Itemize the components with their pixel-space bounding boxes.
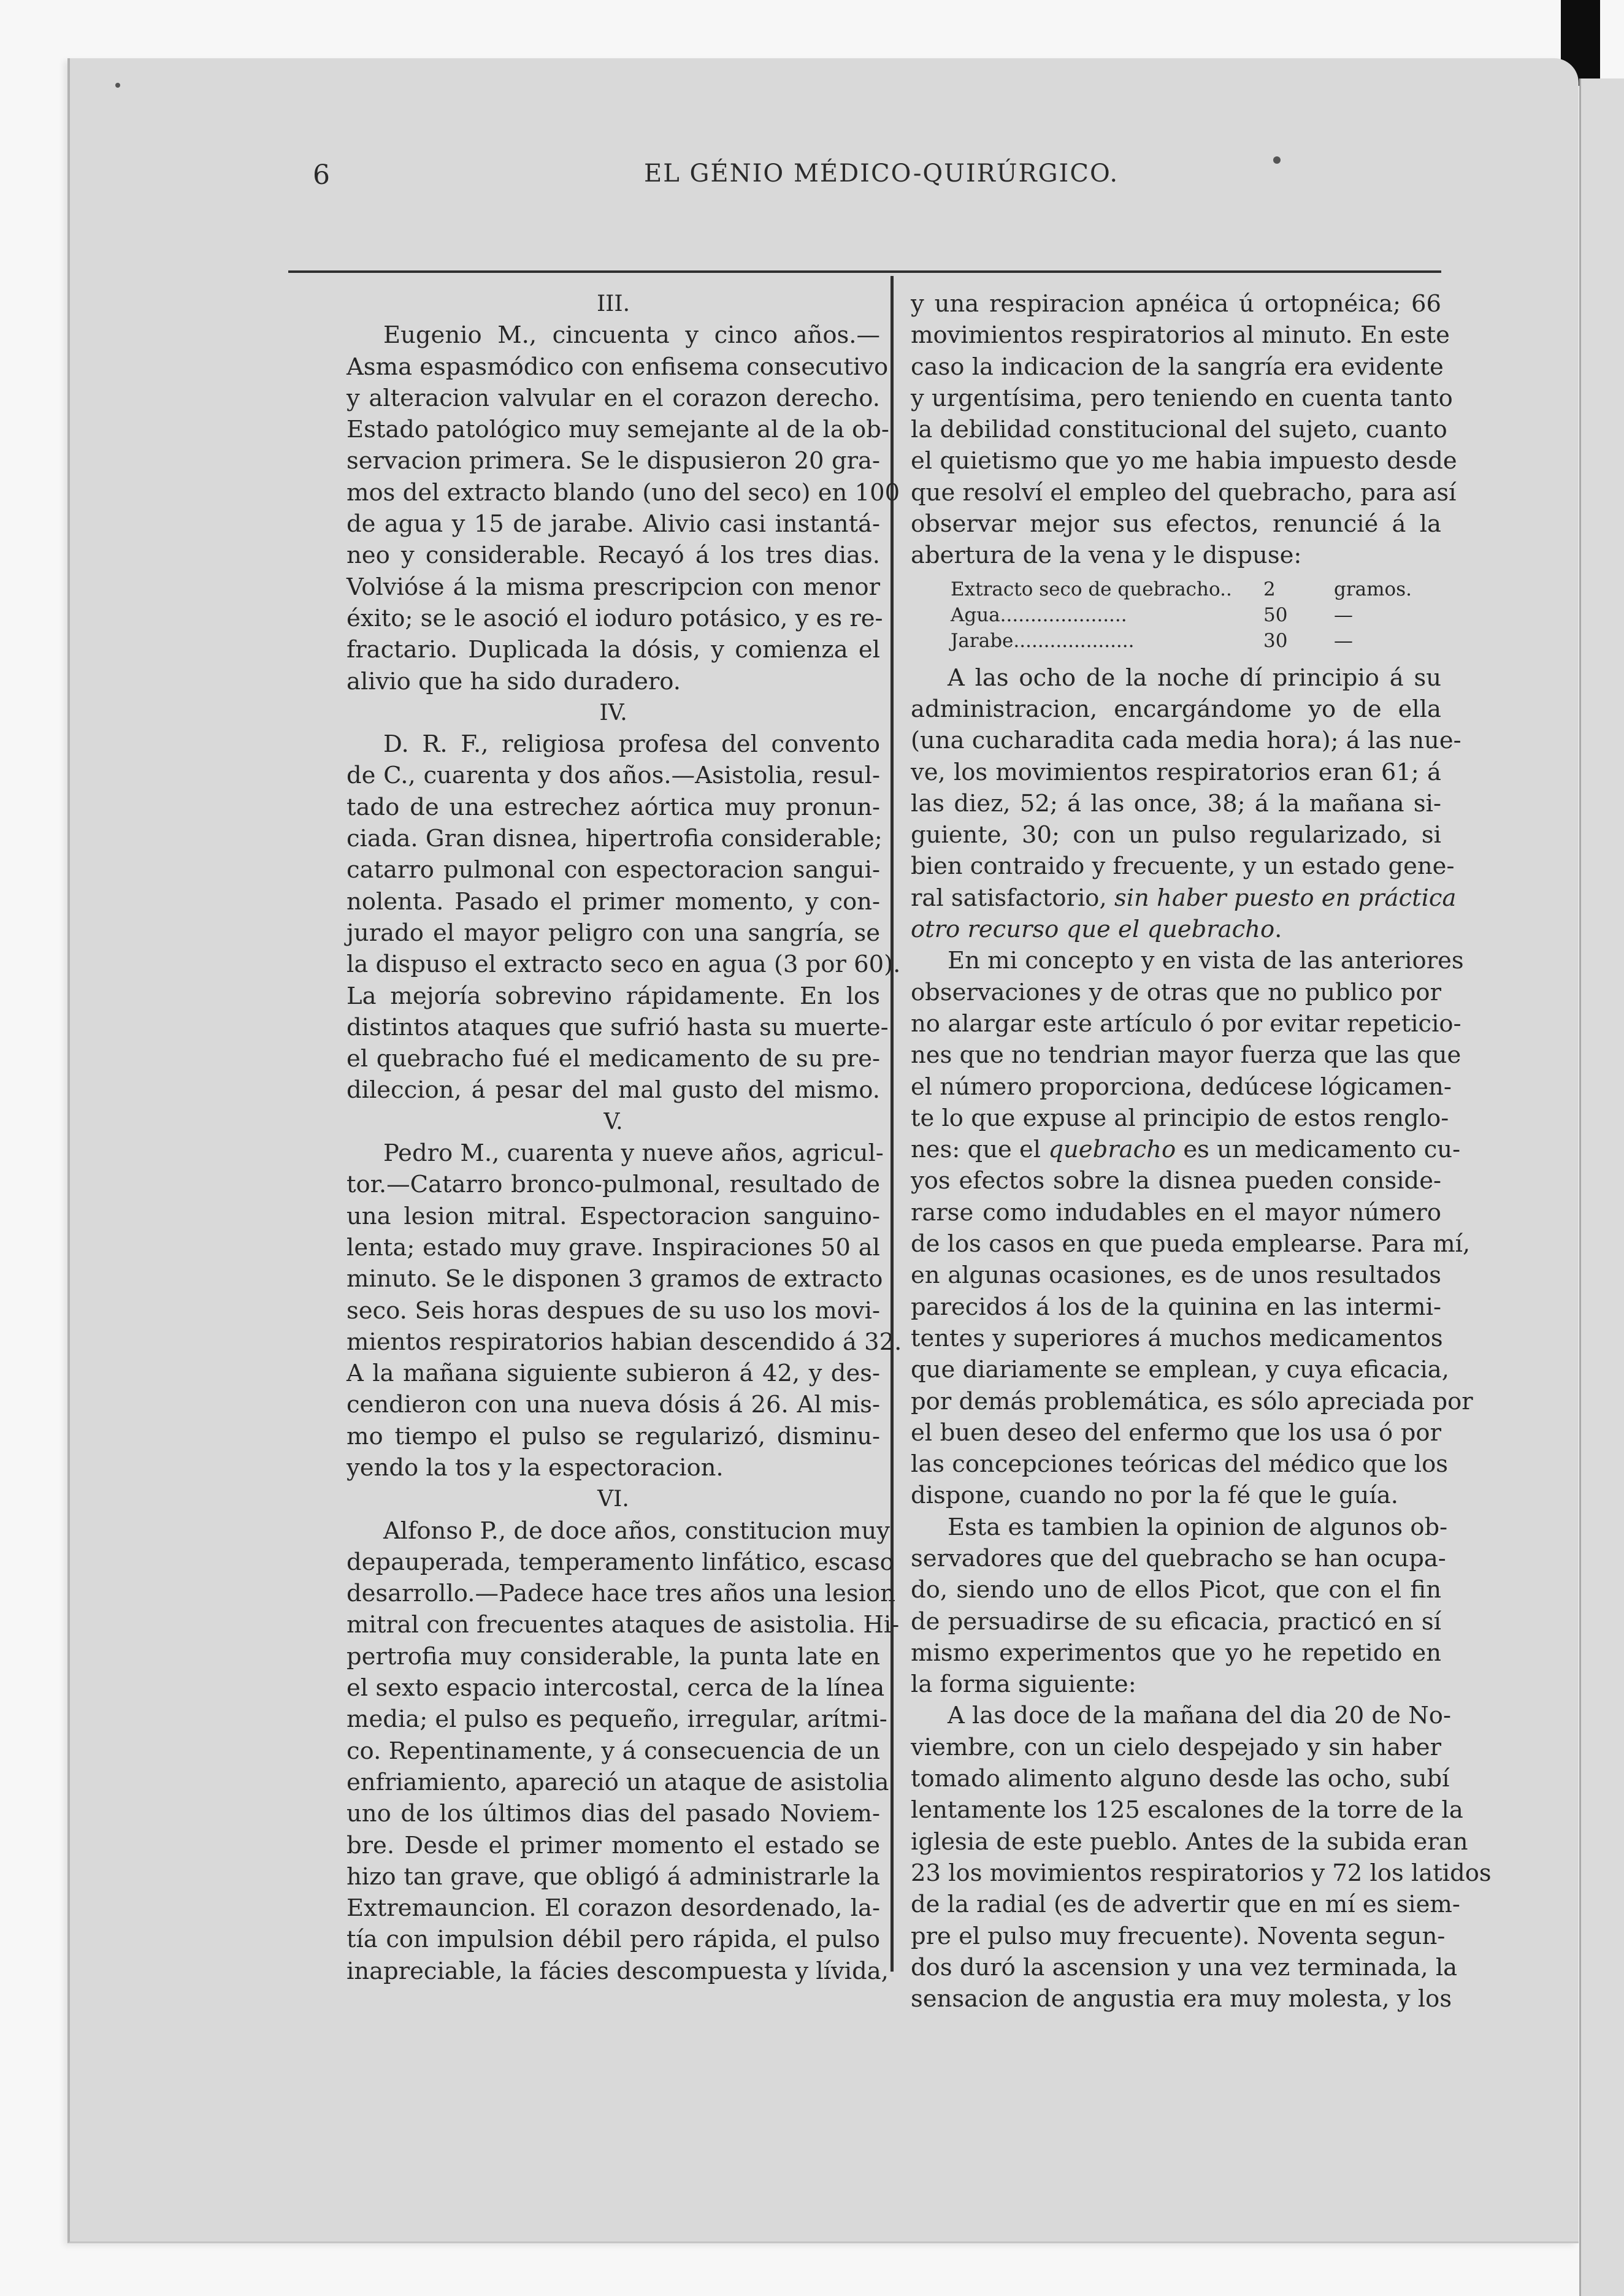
speck-mark <box>1273 156 1281 164</box>
text-line <box>911 757 1441 788</box>
text-run: caso la indicacion de la sangría era evidente <box>911 353 1444 381</box>
text-run: dos duró la ascension y una vez terminada, la <box>911 1953 1458 1981</box>
text-run: y una respiracion apnéica ú ortopnéica; 66 <box>911 290 1441 318</box>
text-run: el número proporciona, dedúcese lógicamen- <box>911 1073 1452 1101</box>
text-line <box>911 1669 1441 1700</box>
text-run: dispone, cuando no por la fé que le guía. <box>911 1482 1398 1510</box>
text-line <box>911 1039 1461 1071</box>
text-run: Asma espasmódico con enfisema consecutivo <box>347 353 889 381</box>
text-run: nes: que el <box>911 1136 1049 1164</box>
text-run: hizo tan grave, que obligó á administrarle la <box>347 1862 880 1891</box>
text-run: en algunas ocasiones, es de unos resultados <box>911 1261 1441 1290</box>
text-run: Pedro M., cuarenta y nueve años, agricul- <box>383 1139 884 1168</box>
text-run: mos del extracto blando (uno del seco) en 100 <box>347 478 900 507</box>
text-line <box>911 725 1461 756</box>
text-run: de persuadirse de su eficacia, practicó en sí <box>911 1607 1441 1636</box>
text-run: Estado patológico muy semejante al de la ob- <box>347 416 889 444</box>
text-run: nolenta. Pasado el primer momento, y con- <box>347 887 880 916</box>
text-line <box>911 1732 1441 1763</box>
text-run: la dispuso el extracto seco en agua (3 por 60). <box>347 951 901 979</box>
text-line <box>347 949 901 980</box>
text-line <box>911 1386 1473 1417</box>
text-run: enfriamiento, apareció un ataque de asistolia <box>347 1768 889 1796</box>
text-run: de C., cuarenta y dos años.—Asistolia, resul- <box>347 762 880 790</box>
text-line <box>911 1103 1449 1134</box>
text-line <box>911 1512 1448 1543</box>
text-run: mientos respiratorios habian descendido á 32. <box>347 1328 902 1356</box>
text-line <box>347 1232 880 1263</box>
ingredient-unit: gramos. <box>1334 578 1412 600</box>
text-run: yos efectos sobre la disnea pueden conside- <box>911 1167 1441 1195</box>
text-run: las concepciones teóricas del médico que los <box>911 1450 1449 1479</box>
text-line <box>911 1134 1461 1165</box>
text-line <box>347 1358 880 1389</box>
right-column-intro <box>911 288 1457 572</box>
text-run: que diariamente se emplean, y cuya eficacia, <box>911 1356 1449 1384</box>
text-line <box>347 1012 889 1043</box>
journal-title: EL GÉNIO MÉDICO-QUIRÚRGICO. <box>644 159 1119 188</box>
text-run: el sexto espacio intercostal, cerca de la línea <box>347 1674 885 1702</box>
prescription-formula <box>911 572 1441 662</box>
page-number: 6 <box>313 159 330 191</box>
case-section-number: VI. <box>597 1487 629 1512</box>
text-line <box>911 1700 1451 1731</box>
text-run: Esta es tambien la opinion de algunos ob- <box>948 1513 1448 1541</box>
ingredient-amount: 2 <box>1263 578 1276 600</box>
italic-text: sin haber puesto en práctica <box>1114 884 1457 912</box>
text-run: por demás problemática, es sólo apreciada por <box>911 1387 1473 1415</box>
text-line <box>911 477 1457 508</box>
text-run: de agua y 15 de jarabe. Alivio casi instantá- <box>347 510 880 538</box>
text-line <box>347 1924 880 1955</box>
text-line <box>911 1417 1441 1448</box>
ingredient-amount: 30 <box>1263 629 1288 652</box>
column-divider <box>891 276 894 1972</box>
text-line <box>347 1295 880 1326</box>
prescription-row <box>911 602 1441 628</box>
text-run: desarrollo.—Padece hace tres años una lesion <box>347 1580 895 1608</box>
text-run: tado de una estrechez aórtica muy pronun- <box>347 793 880 821</box>
text-line <box>911 1858 1492 1889</box>
text-run: alivio que ha sido duradero. <box>347 667 681 695</box>
text-line <box>347 1861 880 1892</box>
text-line <box>911 977 1441 1008</box>
text-line <box>347 792 880 823</box>
text-run: el quietismo que yo me habia impuesto desde <box>911 447 1457 475</box>
text-run: depauperada, temperamento linfático, escaso <box>347 1548 894 1576</box>
text-line <box>347 1892 880 1924</box>
text-run: iglesia de este pueblo. Antes de la subida eran <box>911 1827 1468 1856</box>
text-line <box>911 1606 1441 1637</box>
case-section-number: III. <box>596 291 630 316</box>
text-line <box>911 694 1441 725</box>
text-line <box>347 666 880 697</box>
text-run: cendieron con una nueva dósis á 26. Al mis- <box>347 1391 880 1419</box>
text-line <box>911 1354 1449 1385</box>
text-run: inapreciable, la fácies descompuesta y lívida, <box>347 1957 889 1985</box>
text-line <box>347 414 889 445</box>
text-run: media; el pulso es pequeño, irregular, arítmi- <box>347 1705 887 1734</box>
text-line <box>911 383 1453 414</box>
text-line <box>911 1323 1441 1354</box>
text-line <box>347 1263 883 1295</box>
case-section-number: IV. <box>599 700 627 725</box>
text-run: éxito; se le asoció el ioduro potásico, y es re- <box>347 604 883 632</box>
text-line <box>911 1448 1449 1480</box>
text-line <box>347 1389 880 1420</box>
text-run: yendo la tos y la espectoracion. <box>347 1453 724 1482</box>
text-line <box>347 1798 880 1829</box>
text-run: abertura de la vena y le dispuse: <box>911 541 1302 570</box>
text-run: bien contraido y frecuente, y un estado gene- <box>911 852 1455 881</box>
text-line <box>347 1578 895 1609</box>
text-run: distintos ataques que sufrió hasta su muerte- <box>347 1013 889 1041</box>
text-run: ciada. Gran disnea, hipertrofia considerable; <box>347 825 883 853</box>
text-line <box>911 1197 1441 1228</box>
text-run: . <box>1274 916 1282 944</box>
text-line <box>911 1889 1460 1920</box>
text-run: uno de los últimos dias del pasado Noviem- <box>347 1800 880 1828</box>
text-line <box>347 760 880 791</box>
text-run: rarse como indudables en el mayor número <box>911 1198 1441 1226</box>
text-run: sensacion de angustia era muy molesta, y los <box>911 1985 1452 2013</box>
text-run: pertrofia muy considerable, la punta late en <box>347 1642 880 1670</box>
text-line <box>911 414 1447 445</box>
text-run: observar mejor sus efectos, renuncié á la <box>911 510 1441 538</box>
text-line <box>347 917 880 949</box>
text-run: mo tiempo el pulso se regularizó, disminu- <box>347 1422 880 1450</box>
text-run: servacion primera. Se le dispusieron 20 gra- <box>347 447 880 475</box>
text-line <box>347 477 900 508</box>
text-run: (una cucharadita cada media hora); á las nue- <box>911 727 1461 755</box>
right-column <box>911 288 1492 2015</box>
text-line <box>347 1421 880 1452</box>
text-run: tor.—Catarro bronco-pulmonal, resultado de <box>347 1171 880 1199</box>
text-line <box>347 886 880 917</box>
text-run: parecidos á los de la quinina en las intermi- <box>911 1293 1441 1321</box>
text-run: y urgentísima, pero teniendo en cuenta tanto <box>911 384 1453 412</box>
text-line <box>911 1071 1452 1103</box>
text-line <box>347 823 883 854</box>
ingredient-name: Agua..................... <box>951 603 1127 626</box>
text-run: te lo que expuse al principio de estos renglo- <box>911 1104 1449 1132</box>
text-line <box>911 1480 1441 1511</box>
text-run: ve, los movimientos respiratorios eran 61; á <box>911 758 1441 786</box>
text-line <box>911 1921 1446 1952</box>
text-run: fractario. Duplicada la dósis, y comienza el <box>347 636 880 664</box>
text-run: neo y considerable. Recayó á los tres dias. <box>347 541 880 570</box>
text-run: de los casos en que pueda emplearse. Para mí, <box>911 1230 1471 1258</box>
text-line <box>911 1952 1458 1983</box>
text-run: la debilidad constitucional del sujeto, cuanto <box>911 416 1447 444</box>
text-line <box>911 445 1457 476</box>
text-run: es un medicamento cu- <box>1176 1136 1461 1164</box>
text-line <box>911 540 1441 571</box>
text-line <box>911 1008 1461 1039</box>
text-line <box>347 1672 885 1704</box>
text-run: tomado alimento alguno desde las ocho, subí <box>911 1765 1450 1793</box>
text-run: minuto. Se le disponen 3 gramos de extracto <box>347 1265 883 1293</box>
text-run: seco. Seis horas despues de su uso los movi- <box>347 1296 880 1325</box>
text-run: movimientos respiratorios al minuto. En este <box>911 321 1450 350</box>
text-run: D. R. F., religiosa profesa del convento <box>383 730 880 759</box>
italic-text: otro recurso que el quebracho <box>911 916 1275 944</box>
text-run: de la radial (es de advertir que en mí es siem- <box>911 1891 1460 1919</box>
text-line <box>347 445 880 476</box>
text-line <box>347 1326 902 1358</box>
text-line <box>347 540 880 571</box>
case-section-number: V. <box>603 1109 623 1135</box>
text-line <box>347 383 880 414</box>
text-line <box>911 662 1441 694</box>
ingredient-name: Jarabe.................... <box>951 629 1135 652</box>
text-line <box>911 851 1455 882</box>
header-rule <box>288 270 1441 273</box>
text-run: A la mañana siguiente subieron á 42, y des- <box>347 1360 880 1388</box>
text-line <box>347 1515 891 1547</box>
text-line <box>911 914 1441 945</box>
text-line <box>347 1609 900 1640</box>
text-run: En mi concepto y en vista de las anteriores <box>948 947 1464 975</box>
text-run: catarro pulmonal con espectoracion sangui- <box>347 856 880 884</box>
ingredient-unit: — <box>1334 629 1353 652</box>
text-run: Alfonso P., de doce años, constitucion muy <box>383 1517 891 1545</box>
text-run: co. Repentinamente, y á consecuencia de un <box>347 1737 880 1765</box>
text-line <box>911 1983 1452 2015</box>
text-line <box>911 1260 1441 1291</box>
text-line <box>347 729 880 760</box>
text-run: La mejoría sobrevino rápidamente. En los <box>347 982 880 1010</box>
text-line <box>347 572 880 603</box>
text-run: A las ocho de la noche dí principio á su <box>948 664 1441 692</box>
italic-text: quebracho <box>1048 1136 1176 1164</box>
text-run: ral satisfactorio, <box>911 884 1114 912</box>
text-run: dileccion, á pesar del mal gusto del mismo. <box>347 1076 880 1104</box>
text-line <box>347 1830 880 1861</box>
text-run: la forma siguiente: <box>911 1670 1136 1699</box>
text-run: lentamente los 125 escalones de la torre de la <box>911 1796 1463 1824</box>
text-run: y alteracion valvular en el corazon derecho. <box>347 384 880 412</box>
text-line <box>347 1704 887 1735</box>
ingredient-amount: 50 <box>1263 603 1288 626</box>
text-line <box>911 1228 1471 1260</box>
text-line <box>911 1763 1450 1794</box>
text-run: A las doce de la mañana del dia 20 de No- <box>948 1702 1451 1730</box>
text-line <box>347 1201 880 1232</box>
text-run: el buen deseo del enfermo que los usa ó por <box>911 1418 1441 1447</box>
text-line <box>347 981 880 1012</box>
text-line <box>911 1292 1441 1323</box>
text-run: mismo experimentos que yo he repetido en <box>911 1639 1441 1667</box>
text-run: viembre, con un cielo despejado y sin haber <box>911 1733 1441 1761</box>
text-line <box>911 1165 1441 1196</box>
text-run: do, siendo uno de ellos Picot, que con el fin <box>911 1576 1441 1604</box>
text-run: lenta; estado muy grave. Inspiraciones 50 al <box>347 1233 880 1261</box>
text-line <box>911 351 1444 383</box>
text-line <box>911 508 1441 540</box>
prescription-row <box>911 576 1441 602</box>
speck-mark <box>115 83 120 88</box>
text-run: bre. Desde el primer momento el estado se <box>347 1831 880 1859</box>
text-run: administracion, encargándome yo de ella <box>911 695 1441 723</box>
text-run: mitral con frecuentes ataques de asistolia. Hi- <box>347 1611 900 1639</box>
ingredient-name: Extracto seco de quebracho.. <box>951 578 1232 600</box>
text-line <box>911 320 1450 351</box>
text-line <box>347 634 880 665</box>
text-line <box>911 1543 1446 1574</box>
text-line <box>911 788 1441 819</box>
text-run: tía con impulsion débil pero rápida, el pulso <box>347 1926 880 1954</box>
text-line <box>347 320 880 351</box>
text-line <box>347 1956 889 1987</box>
left-column <box>347 288 902 1987</box>
text-line <box>347 1547 894 1578</box>
text-line <box>911 819 1441 851</box>
prescription-row <box>911 628 1441 654</box>
text-line <box>911 1574 1441 1605</box>
text-run: Volvióse á la misma prescripcion con menor <box>347 573 880 601</box>
text-line <box>347 1641 880 1672</box>
text-run: que resolví el empleo del quebracho, para así <box>911 478 1457 507</box>
text-run: no alargar este artículo ó por evitar repeticio- <box>911 1009 1461 1038</box>
text-run: las diez, 52; á las once, 38; á la mañana si- <box>911 789 1441 817</box>
text-run: pre el pulso muy frecuente). Noventa segun- <box>911 1922 1446 1950</box>
text-run: Extremauncion. El corazon desordenado, la- <box>347 1894 880 1923</box>
text-line <box>347 508 880 540</box>
text-line <box>347 1138 884 1169</box>
text-line <box>347 1452 880 1483</box>
text-run: el quebracho fué el medicamento de su pre- <box>347 1045 880 1073</box>
text-run: nes que no tendrian mayor fuerza que las que <box>911 1041 1461 1070</box>
text-line <box>347 854 880 886</box>
text-line <box>911 1794 1463 1826</box>
text-run: 23 los movimientos respiratorios y 72 los latidos <box>911 1859 1492 1887</box>
text-line <box>347 1767 889 1798</box>
adjacent-page-edge <box>1579 78 1624 2296</box>
text-run: jurado el mayor peligro con una sangría, se <box>347 919 880 947</box>
text-line <box>911 945 1464 976</box>
text-line <box>347 1169 880 1200</box>
text-line <box>911 288 1441 320</box>
text-line <box>911 1637 1441 1669</box>
text-line <box>347 1074 880 1106</box>
text-run: guiente, 30; con un pulso regularizado, si <box>911 821 1441 849</box>
text-line <box>347 1043 880 1074</box>
text-line <box>347 1735 880 1767</box>
ingredient-unit: — <box>1334 603 1353 626</box>
text-line <box>911 882 1457 914</box>
text-run: observaciones y de otras que no publico por <box>911 978 1441 1006</box>
text-run: servadores que del quebracho se han ocupa- <box>911 1544 1446 1572</box>
text-line <box>347 603 883 634</box>
right-column-body <box>911 662 1492 2015</box>
text-run: tentes y superiores á muchos medicamentos <box>911 1324 1443 1352</box>
text-run: Eugenio M., cincuenta y cinco años.— <box>383 321 880 350</box>
text-line <box>911 1826 1468 1858</box>
text-run: una lesion mitral. Espectoracion sanguino- <box>347 1202 880 1230</box>
text-line <box>347 351 889 383</box>
